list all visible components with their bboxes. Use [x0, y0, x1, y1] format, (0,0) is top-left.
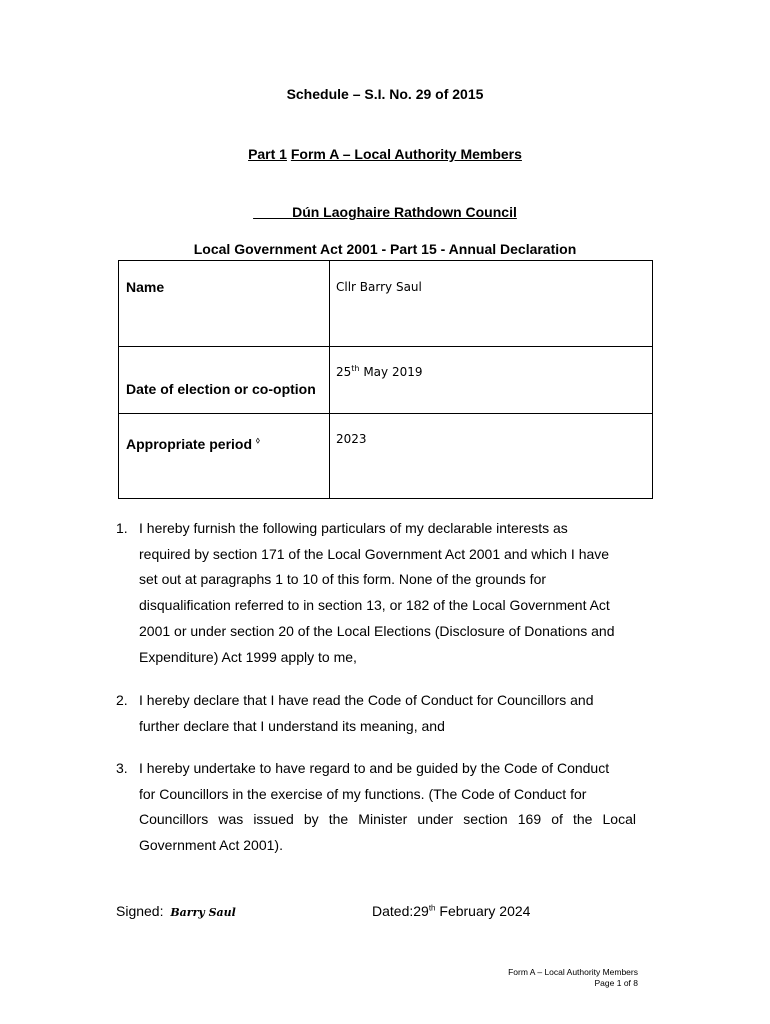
- period-label-text: Appropriate period: [126, 436, 253, 452]
- paragraph-line: Councillors was issued by the Minister under section 169 of the Local: [139, 811, 636, 828]
- paragraph-line: Expenditure) Act 1999 apply to me,: [139, 648, 357, 665]
- diamond-icon: ◊: [255, 436, 260, 446]
- paragraph-line: disqualification referred to in section 13, or 182 of the Local Government Act: [139, 597, 610, 614]
- name-label-cell: [119, 261, 330, 347]
- table-row: [119, 347, 653, 414]
- declaration-paragraph-2: [116, 688, 636, 739]
- schedule-heading: Schedule – S.I. No. 29 of 2015: [286, 86, 484, 102]
- dated-label: Dated:: [372, 903, 414, 919]
- paragraph-line: I hereby undertake to have regard to and be guided by the Code of Conduct: [139, 760, 610, 776]
- footer-page-number: Page 1 of 8: [594, 978, 638, 988]
- election-date-label-cell: [119, 347, 330, 414]
- paragraph-line: I hereby furnish the following particulars of my declarable interests as: [139, 520, 568, 536]
- name-value: Cllr Barry Saul: [336, 280, 422, 294]
- election-day-suffix: th: [351, 364, 360, 373]
- election-date-value-cell: [330, 347, 653, 414]
- period-label: [126, 436, 260, 452]
- declaration-paragraph-1: [116, 516, 636, 670]
- act-title: Local Government Act 2001 - Part 15 - Annual Declaration: [193, 241, 577, 257]
- signed-label: Signed:: [116, 903, 164, 919]
- council-underline-prefix: _____: [253, 204, 293, 220]
- dated-day: 29: [413, 903, 429, 919]
- paragraph-number: 3.: [116, 760, 128, 776]
- signature-block: [116, 903, 236, 919]
- election-date-label: Date of election or co-option: [126, 381, 316, 397]
- date-block: [372, 903, 530, 919]
- paragraph-line: set out at paragraphs 1 to 10 of this form. None of the grounds for: [139, 571, 547, 588]
- election-month-year: May 2019: [359, 365, 423, 379]
- paragraph-line: further declare that I understand its meaning, and: [139, 717, 445, 734]
- signature-name: Barry Saul: [170, 906, 236, 919]
- paragraph-number: 1.: [116, 520, 128, 536]
- period-value: 2023: [336, 432, 367, 446]
- paragraph-line: Government Act 2001).: [139, 837, 283, 854]
- paragraph-line: required by section 171 of the Local Government Act 2001 and which I have: [139, 545, 610, 562]
- declaration-paragraph-3: [116, 756, 636, 859]
- period-value-cell: [330, 414, 653, 499]
- election-date-value: [336, 364, 422, 379]
- council-heading: [0, 204, 770, 220]
- paragraph-number: 2.: [116, 692, 128, 708]
- name-value-cell: [330, 261, 653, 347]
- election-day: 25: [336, 365, 352, 379]
- paragraph-line: 2001 or under section 20 of the Local Elections (Disclosure of Donations and: [139, 622, 615, 639]
- dated-day-suffix: th: [428, 903, 436, 913]
- council-name: Dún Laoghaire Rathdown Council: [292, 204, 517, 220]
- form-label: Form A – Local Authority Members: [290, 146, 522, 162]
- part-label: Part 1: [248, 146, 287, 162]
- paragraph-line: for Councillors in the exercise of my functions. (The Code of Conduct for: [139, 785, 587, 802]
- form-heading: [0, 146, 770, 162]
- table-row: [119, 261, 653, 347]
- declaration-table: [118, 260, 653, 499]
- period-label-cell: [119, 414, 330, 499]
- footer-form-title: Form A – Local Authority Members: [508, 967, 638, 977]
- dated-month-year: February 2024: [435, 903, 531, 919]
- paragraph-line: I hereby declare that I have read the Code of Conduct for Councillors and: [139, 692, 594, 708]
- table-row: [119, 414, 653, 499]
- name-label: Name: [126, 279, 165, 295]
